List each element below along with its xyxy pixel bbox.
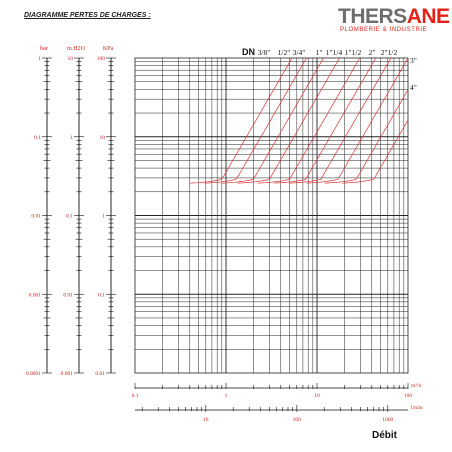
scale-tick-label: 1 bbox=[38, 56, 41, 62]
page-title: DIAGRAMME PERTES DE CHARGES : bbox=[24, 12, 151, 19]
logo-main: THERS bbox=[338, 5, 407, 28]
chart-grid bbox=[135, 58, 408, 373]
scale-tick-label: 10 bbox=[67, 56, 73, 62]
flow-axes bbox=[132, 383, 423, 423]
flow-tick-label: 0.1 bbox=[131, 393, 139, 399]
flow-tick-label: 100 bbox=[292, 417, 301, 423]
curve-3-8- bbox=[190, 58, 292, 183]
logo-accent: ANE bbox=[406, 5, 450, 28]
series-label: 1"1/4 bbox=[325, 48, 343, 57]
flow-tick-label: 1000 bbox=[382, 417, 394, 423]
series-labels bbox=[242, 47, 417, 92]
x-axis-title: Débit bbox=[372, 430, 397, 441]
pressure-scales bbox=[26, 46, 116, 377]
series-label: 1"1/2 bbox=[344, 48, 362, 57]
curve-2-1-2 bbox=[306, 58, 408, 183]
curve-2- bbox=[289, 58, 391, 183]
series-label: 1" bbox=[315, 48, 323, 57]
scale-tick-label: 0.001 bbox=[60, 371, 73, 377]
flow-tick-label: 10 bbox=[314, 393, 320, 399]
flow-tick-label: 1 bbox=[224, 393, 228, 399]
series-label: 3" bbox=[410, 56, 417, 65]
series-label: 4" bbox=[410, 83, 417, 92]
scale-tick-label: 0.01 bbox=[31, 213, 41, 220]
dn-title: DN bbox=[242, 47, 255, 57]
series-label: 1/2" bbox=[277, 48, 291, 57]
scale-tick-label: 0.1 bbox=[66, 213, 73, 220]
series-label: 3/8" bbox=[257, 48, 271, 57]
series-label: 2"1/2 bbox=[380, 48, 398, 57]
curve-4- bbox=[342, 120, 408, 183]
scale-tick-label: 0.1 bbox=[98, 292, 105, 299]
scale-tick-label: 0.001 bbox=[28, 292, 41, 299]
series-label: 3/4" bbox=[292, 48, 306, 57]
flow-tick-label: 10 bbox=[203, 417, 209, 423]
scale-tick-label: 0.01 bbox=[63, 292, 73, 299]
scale-tick-label: 0.0001 bbox=[25, 371, 41, 377]
chart-curves bbox=[190, 58, 408, 183]
scale-tick-label: 1 bbox=[102, 213, 105, 220]
flow-tick-label: 100 bbox=[403, 393, 413, 399]
logo-tagline: PLOMBERIE & INDUSTRIE bbox=[340, 27, 428, 33]
series-label: 2" bbox=[368, 48, 376, 57]
scale-tick-label: 10 bbox=[99, 134, 105, 141]
flow-unit-m3h: m³/h bbox=[411, 383, 422, 389]
scale-unit: m H2O bbox=[67, 46, 85, 52]
scale-tick-label: 0.1 bbox=[34, 134, 41, 141]
scale-tick-label: 0.01 bbox=[95, 371, 105, 377]
flow-unit-lmin: l/min bbox=[411, 405, 423, 411]
scale-unit: bar bbox=[40, 46, 48, 52]
scale-tick-label: 1 bbox=[70, 134, 73, 141]
scale-tick-label: 100 bbox=[96, 56, 105, 62]
scale-unit: KPa bbox=[102, 46, 114, 52]
